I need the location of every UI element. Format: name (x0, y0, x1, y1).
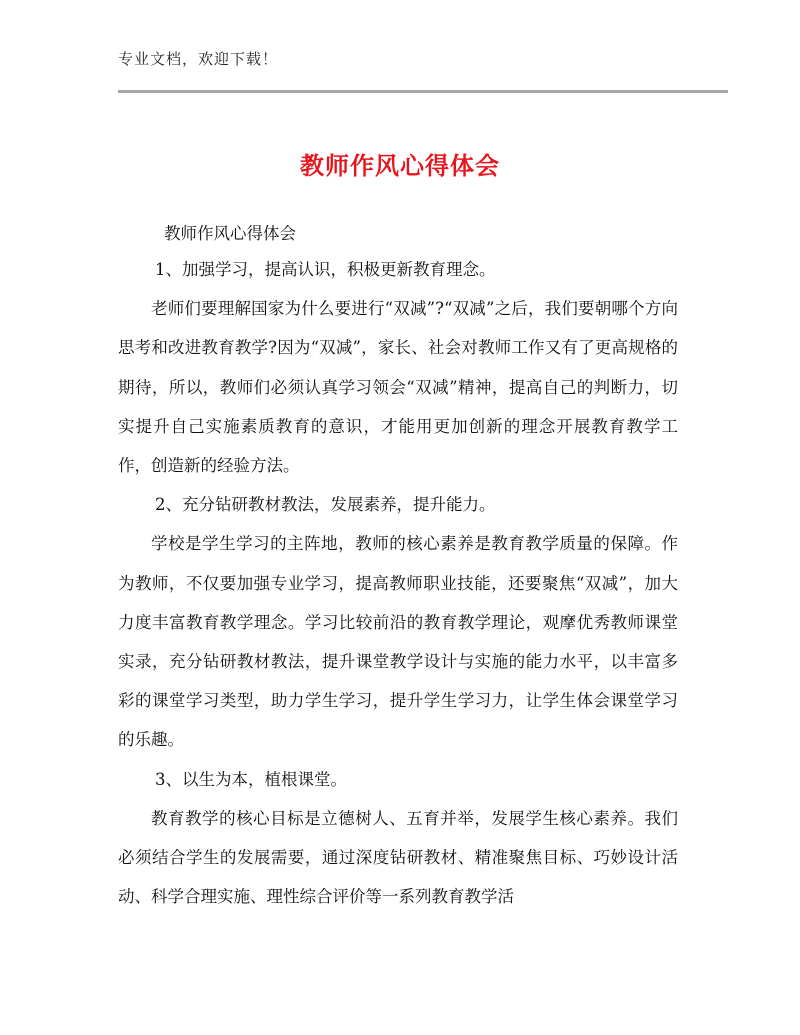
document-subtitle: 教师作风心得体会 (164, 224, 296, 243)
paragraph-2: 学校是学生学习的主阵地，教师的核心素养是教育教学质量的保障。作为教师，不仅要加强专业学习，提高教师职业技能，还要聚焦“双减”，加大力度丰富教育教学理念。学习比较前沿的教育教学理论，观摩优秀教师课堂实录，充分钻研教材教法，提升课堂教学设计与实施的能力水平，以丰富多彩的课堂学习类型，助力学生学习，提升学生学习力，让学生体会课堂学习的乐趣。 (118, 534, 678, 750)
header-divider (118, 90, 728, 93)
section-heading-3: 3、以生为本，植根课堂。 (155, 769, 347, 789)
header-note: 专业文档，欢迎下载！ (118, 50, 279, 68)
paragraph-3: 教育教学的核心目标是立德树人、五育并举，发展学生核心素养。我们必须结合学生的发展需要，通过深度钻研教材、精准聚焦目标、巧妙设计活动、科学合理实施、理性综合评价等一系列教育教学活 (118, 808, 678, 907)
document-title: 教师作风心得体会 (300, 152, 500, 180)
section-heading-1: 1、加强学习，提高认识，积极更新教育理念。 (155, 260, 496, 279)
paragraph-1: 老师们要理解国家为什么要进行“双减”?“双减”之后，我们要朝哪个方向思考和改进教育教学?因为“双减”，家长、社会对教师工作又有了更高规格的期待，所以，教师们必须认真学习领会“双减”精神，提高自己的判断力，切实提升自己实施素质教育的意识，才能用更加创新的理念开展教育教学工作，创造新的经验方法。 (118, 299, 678, 476)
document-body (118, 218, 678, 916)
section-heading-2: 2、充分钻研教材教法，发展素养，提升能力。 (155, 495, 496, 515)
